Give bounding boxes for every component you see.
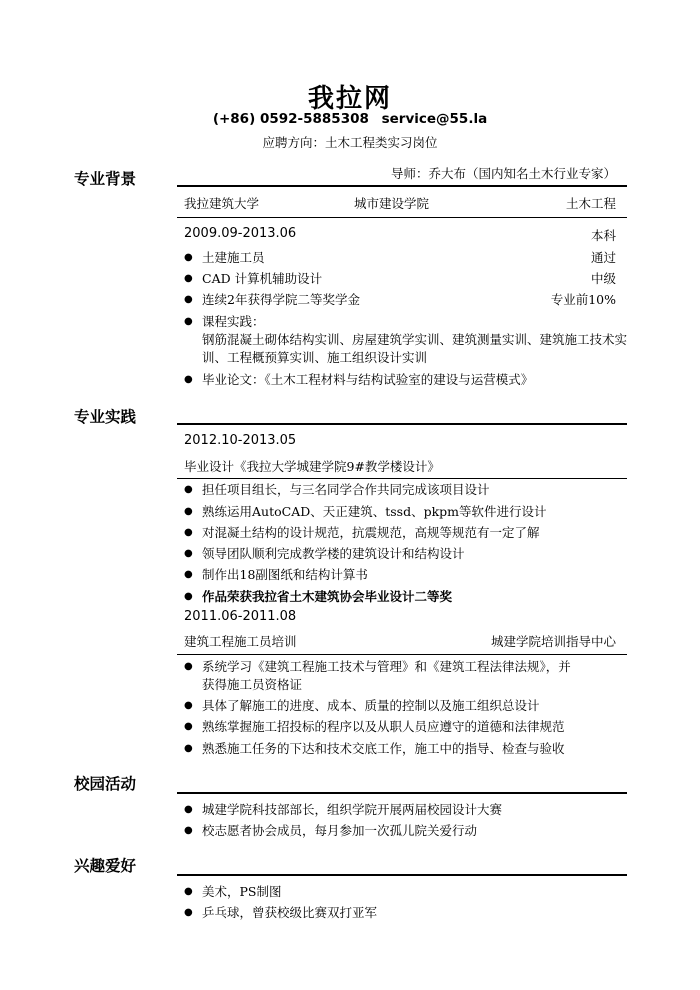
divider xyxy=(177,217,627,218)
list-item: 城建学院科技部部长，组织学院开展两届校园设计大赛 xyxy=(202,802,503,817)
bullet-icon: ● xyxy=(184,661,193,672)
contact-line xyxy=(0,111,700,127)
practice-period: 2011.06-2011.08 xyxy=(184,609,297,624)
bullet-icon: ● xyxy=(184,721,193,732)
list-item: 乒乓球，曾获校级比赛双打亚军 xyxy=(202,905,378,920)
bullet-icon: ● xyxy=(184,506,193,517)
list-item: 熟练运用AutoCAD、天正建筑、tssd、pkpm等软件进行设计 xyxy=(202,504,547,519)
bullet-icon: ● xyxy=(184,907,193,918)
bullet-icon: ● xyxy=(184,273,193,284)
list-item: 校志愿者协会成员，每月参加一次孤儿院关爱行动 xyxy=(202,823,478,838)
list-item-continued: 获得施工员资格证 xyxy=(202,677,303,692)
list-item: 制作出18副图纸和结构计算书 xyxy=(202,567,368,582)
list-item: 对混凝土结构的设计规范，抗震规范，高规等规范有一定了解 xyxy=(202,525,540,540)
bullet-icon: ● xyxy=(184,886,193,897)
divider xyxy=(177,654,627,655)
section-title-background: 专业背景 xyxy=(74,170,137,188)
job-objective: 应聘方向：土木工程类实习岗位 xyxy=(262,135,438,150)
advisor: 导师：乔大布（国内知名土木行业专家） xyxy=(390,166,616,181)
bullet-icon: ● xyxy=(184,252,193,263)
list-item: 美术，PS制图 xyxy=(202,884,282,899)
email-address: service@55.la xyxy=(381,111,488,127)
thesis: 毕业论文：《土木工程材料与结构试验室的建设与运营模式》 xyxy=(202,372,534,387)
bullet-icon: ● xyxy=(184,743,193,754)
study-period: 2009.09-2013.06 xyxy=(184,226,297,241)
section-title-campus: 校园活动 xyxy=(74,775,137,793)
list-item: 领导团队顺利完成教学楼的建筑设计和结构设计 xyxy=(202,546,465,561)
bullet-icon: ● xyxy=(184,804,193,815)
practice-project: 毕业设计《我拉大学城建学院9#教学楼设计》 xyxy=(184,459,440,474)
list-item: 担任项目组长，与三名同学合作共同完成该项目设计 xyxy=(202,482,490,497)
courses-line: 钢筋混凝土砌体结构实训、房屋建筑学实训、建筑测量实训、建筑施工技术实 xyxy=(202,332,628,347)
college: 城市建设学院 xyxy=(354,196,430,211)
section-title-hobbies: 兴趣爱好 xyxy=(74,857,137,875)
list-item: 熟练掌握施工招投标的程序以及从职人员应遵守的道德和法律规范 xyxy=(202,719,565,734)
list-item-value: 中级 xyxy=(590,271,616,286)
courses-label: 课程实践： xyxy=(202,314,265,329)
list-item: 熟悉施工任务的下达和技术交底工作，施工中的指导、检查与验收 xyxy=(202,741,565,756)
section-rule xyxy=(177,792,627,794)
bullet-icon: ● xyxy=(184,316,193,327)
section-rule xyxy=(177,185,627,187)
list-item-value: 专业前10% xyxy=(550,292,616,307)
practice-org: 城建学院培训指导中心 xyxy=(490,634,616,649)
bullet-icon: ● xyxy=(184,591,193,602)
university: 我拉建筑大学 xyxy=(184,196,260,211)
section-rule xyxy=(177,423,627,425)
section-rule xyxy=(177,874,627,876)
bullet-icon: ● xyxy=(184,374,193,385)
practice-project: 建筑工程施工员培训 xyxy=(184,634,297,649)
bullet-icon: ● xyxy=(184,569,193,580)
bullet-icon: ● xyxy=(184,700,193,711)
bullet-icon: ● xyxy=(184,548,193,559)
practice-period: 2012.10-2013.05 xyxy=(184,433,297,448)
list-item: 连续2年获得学院二等奖学金 xyxy=(202,292,360,307)
list-item: CAD 计算机辅助设计 xyxy=(202,271,323,286)
degree: 本科 xyxy=(590,228,616,243)
bullet-icon: ● xyxy=(184,527,193,538)
section-title-practice: 专业实践 xyxy=(74,408,137,426)
bullet-icon: ● xyxy=(184,484,193,495)
divider xyxy=(177,478,627,479)
major: 土木工程 xyxy=(565,196,616,211)
courses-line: 训、工程概预算实训、施工组织设计实训 xyxy=(202,350,428,365)
bullet-icon: ● xyxy=(184,825,193,836)
list-item: 土建施工员 xyxy=(202,250,265,265)
list-item-award: 作品荣获我拉省土木建筑协会毕业设计二等奖 xyxy=(202,589,453,604)
list-item: 系统学习《建筑工程施工技术与管理》和《建筑工程法律法规》，并 xyxy=(202,659,571,674)
bullet-icon: ● xyxy=(184,294,193,305)
list-item-value: 通过 xyxy=(590,250,616,265)
list-item: 具体了解施工的进度、成本、质量的控制以及施工组织总设计 xyxy=(202,698,540,713)
phone-number: (+86) 0592-5885308 xyxy=(212,111,369,127)
resume-name: 我拉网 xyxy=(307,84,392,114)
